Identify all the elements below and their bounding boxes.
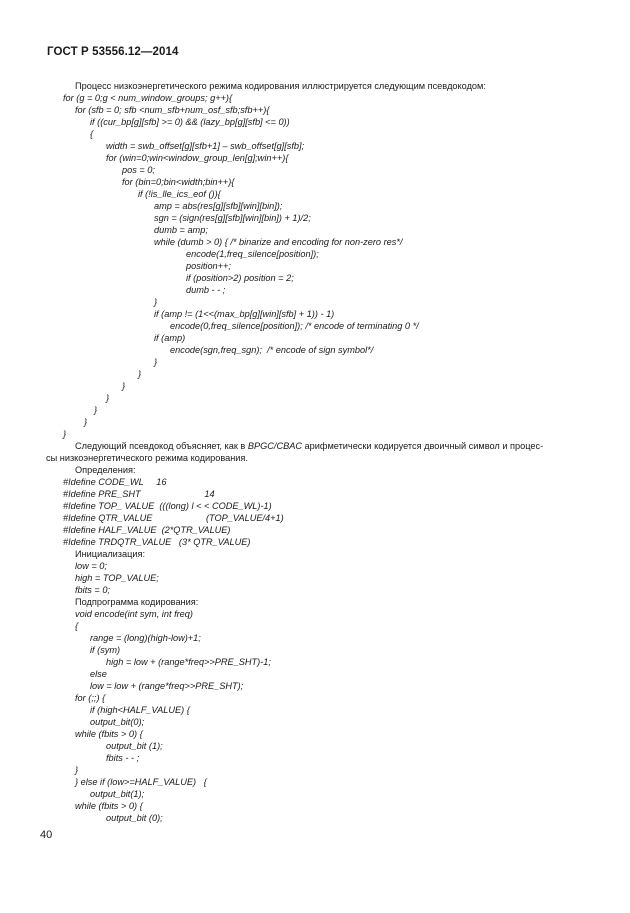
text-segment: } [122, 381, 126, 391]
text-line [63, 512, 284, 524]
text-line [154, 356, 157, 368]
text-segment: void encode(int sym, int freq) [75, 609, 193, 619]
page-number: 40 [40, 829, 53, 841]
text-segment: encode(0,freq_silence[position]); /* encode of terminating 0 */ [170, 321, 419, 331]
text-segment: while (fbits > 0) { [75, 729, 143, 739]
text-line [154, 236, 402, 248]
text-segment: } [106, 393, 110, 403]
text-segment: #Idefine QTR_VALUE (TOP_VALUE/4+1) [63, 513, 284, 523]
standard-header: ГОСТ Р 53556.12—2014 [47, 46, 179, 58]
text-segment: encode(1,freq_silence[position]); [186, 249, 319, 259]
text-line [63, 524, 231, 536]
text-segment: #Idefine HALF_VALUE (2*QTR_VALUE) [63, 525, 231, 535]
text-line [138, 368, 141, 380]
text-line [63, 488, 215, 500]
text-line [154, 212, 311, 224]
text-segment: #Idefine PRE_SHT 14 [63, 489, 215, 499]
text-segment: output_bit(1); [90, 789, 145, 799]
text-line [75, 620, 78, 632]
text-line [170, 320, 419, 332]
text-segment: range = (long)(high-low)+1; [90, 633, 201, 643]
text-line [170, 344, 373, 356]
text-line [94, 404, 97, 416]
text-segment: if (!is_lle_ics_eof ()){ [138, 189, 221, 199]
text-line [63, 536, 250, 548]
text-line [90, 632, 201, 644]
text-line [90, 716, 144, 728]
text-segment: #Idefine TRDQTR_VALUE (3* QTR_VALUE) [63, 537, 251, 547]
text-line [75, 776, 207, 788]
text-segment: else [90, 669, 107, 679]
text-segment: Следующий псевдокод объясняет, как в [75, 441, 248, 451]
text-segment: } [94, 405, 98, 415]
text-line [75, 584, 110, 596]
text-line [75, 692, 105, 704]
text-line [106, 656, 271, 668]
text-line [63, 500, 272, 512]
text-line [186, 272, 294, 284]
text-line [75, 104, 269, 116]
text-segment: } [154, 357, 158, 367]
text-line [90, 128, 93, 140]
text-segment: position++; [186, 261, 231, 271]
text-segment: Подпрограмма кодирования: [75, 597, 199, 607]
text-line [84, 416, 87, 428]
text-line [63, 476, 167, 488]
text-line [46, 452, 248, 464]
text-segment: Инициализация: [75, 549, 146, 559]
text-line [63, 428, 66, 440]
text-line [75, 560, 107, 572]
text-line [75, 608, 193, 620]
text-line [186, 248, 319, 260]
text-segment: for (;;) { [75, 693, 106, 703]
text-segment: dumb - - ; [186, 285, 226, 295]
text-line [90, 680, 243, 692]
text-segment: if (position>2) position = 2; [186, 273, 294, 283]
text-line [75, 440, 543, 452]
text-segment: } [63, 429, 67, 439]
text-segment: if (sym) [90, 645, 121, 655]
text-segment: for (sfb = 0; sfb <num_sfb+num_osf_sfb;sfb++){ [75, 105, 270, 115]
text-line [106, 812, 163, 824]
text-segment: for (win=0;win<window_group_len[g];win++){ [106, 153, 289, 163]
text-segment: арифметически кодируется двоичный символ и процес- [301, 441, 544, 451]
text-segment: if (high<HALF_VALUE) { [90, 705, 190, 715]
text-line [75, 764, 78, 776]
text-segment: while (fbits > 0) { [75, 801, 143, 811]
text-line [90, 704, 190, 716]
text-segment: if (amp != (1<<(max_bp[g][win][sfb] + 1)) - 1) [154, 309, 335, 319]
text-segment: for (g = 0;g < num_window_groups; g++){ [63, 93, 233, 103]
text-segment: #Idefine CODE_WL 16 [63, 477, 167, 487]
text-segment: } else if (low>=HALF_VALUE) { [75, 777, 207, 787]
text-line [106, 392, 109, 404]
text-segment: amp = abs(res[g][sfb][win][bin]); [154, 201, 283, 211]
text-segment: Процесс низкоэнергетического режима кодирования иллюстрируется следующим псевдокодом: [75, 81, 486, 91]
text-line [75, 728, 143, 740]
text-segment: fbits = 0; [75, 585, 110, 595]
text-line [122, 164, 155, 176]
text-segment: low = low + (range*freq>>PRE_SHT); [90, 681, 244, 691]
text-line [154, 224, 208, 236]
text-segment: fbits - - ; [106, 753, 140, 763]
text-segment: output_bit (1); [106, 741, 163, 751]
text-segment: high = TOP_VALUE; [75, 573, 159, 583]
text-segment: { [75, 621, 79, 631]
text-segment: #Idefine TOP_ VALUE (((long) l < < CODE_WL)-1) [63, 501, 272, 511]
text-segment: if ((cur_bp[g][sfb] >= 0) && (lazy_bp[g][sfb] <= 0)) [90, 117, 290, 127]
text-line [154, 308, 334, 320]
text-segment: output_bit(0); [90, 717, 145, 727]
text-segment: for (bin=0;bin<width;bin++){ [122, 177, 235, 187]
text-line [138, 188, 221, 200]
text-line [75, 80, 486, 92]
text-line [75, 464, 136, 476]
text-segment: Определения: [75, 465, 136, 475]
text-line [90, 644, 120, 656]
text-line [90, 116, 290, 128]
text-segment: output_bit (0); [106, 813, 163, 823]
text-segment: if (amp) [154, 333, 186, 343]
text-line [75, 800, 143, 812]
text-segment: high = low + (range*freq>>PRE_SHT)-1; [106, 657, 271, 667]
text-segment: { [90, 129, 94, 139]
text-line [154, 332, 185, 344]
text-line [63, 92, 232, 104]
text-segment: } [138, 369, 142, 379]
text-line [186, 284, 225, 296]
text-segment: width = swb_offset[g][sfb+1] – swb_offset[g][sfb]; [106, 141, 305, 151]
text-line [122, 380, 125, 392]
text-segment: encode(sgn,freq_sgn); /* encode of sign symbol*/ [170, 345, 374, 355]
text-line [106, 740, 163, 752]
text-segment: low = 0; [75, 561, 107, 571]
text-line [154, 296, 157, 308]
text-line [186, 260, 231, 272]
text-line [75, 572, 159, 584]
text-line [154, 200, 282, 212]
text-line [106, 140, 304, 152]
text-segment: } [75, 765, 79, 775]
text-segment: } [154, 297, 158, 307]
text-line [90, 788, 144, 800]
text-line [75, 596, 198, 608]
text-segment: BPGC/CBAC [247, 441, 302, 451]
text-segment: сы низкоэнергетического режима кодирования. [46, 453, 248, 463]
text-segment: } [84, 417, 88, 427]
text-segment: sgn = (sign(res[g][sfb][win][bin]) + 1)/2; [154, 213, 311, 223]
text-segment: while (dumb > 0) { /* binarize and encoding for non-zero res*/ [154, 237, 403, 247]
text-segment: pos = 0; [122, 165, 155, 175]
text-line [75, 548, 145, 560]
text-line [106, 752, 139, 764]
text-line [90, 668, 107, 680]
text-line [106, 152, 288, 164]
text-line [122, 176, 234, 188]
text-segment: dumb = amp; [154, 225, 208, 235]
